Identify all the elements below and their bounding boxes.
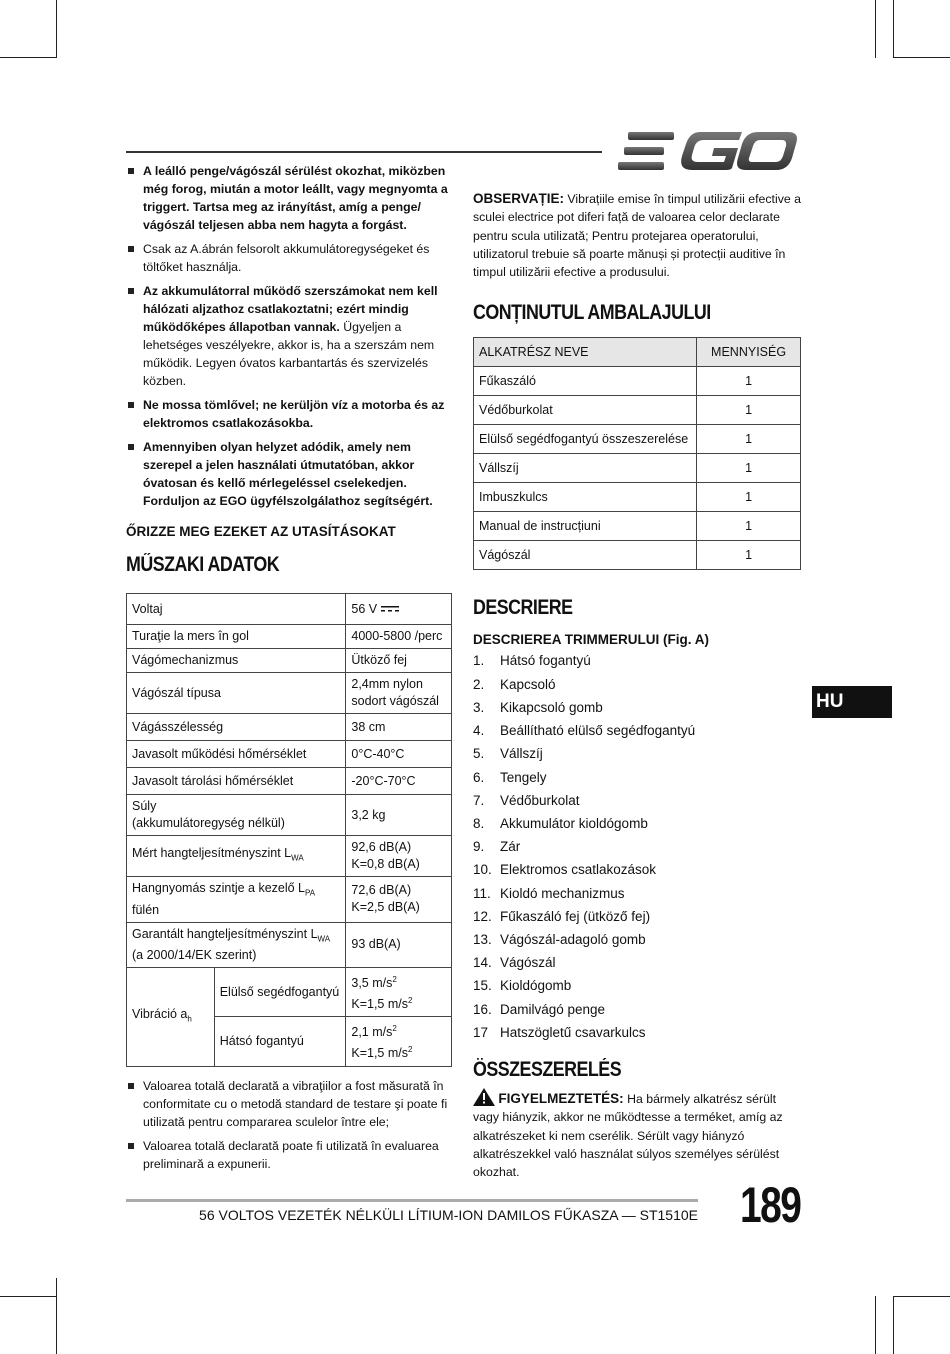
table-row: ALKATRÉSZ NEVE MENNYISÉG bbox=[474, 338, 801, 367]
list-item: 13. Vágószál-adagoló gomb bbox=[473, 931, 646, 947]
crop-mark bbox=[875, 1296, 876, 1354]
dc-symbol-icon bbox=[381, 605, 399, 613]
table-row: Vágómechanizmus Ütköző fej bbox=[127, 649, 452, 673]
specs-heading: MŰSZAKI ADATOK bbox=[126, 553, 280, 576]
table-row: Garantált hangteljesítményszint $L_{WA}$ (a 2000/14/EK szerint) 93 dB(A) bbox=[127, 922, 452, 968]
crop-mark bbox=[0, 1296, 57, 1297]
list-item: 17 Hatszögletű csavarkulcs bbox=[473, 1024, 646, 1040]
warning-icon bbox=[473, 1088, 495, 1106]
header-rule bbox=[126, 151, 602, 153]
page-number: 189 bbox=[740, 1177, 801, 1233]
package-contents-heading: CONȚINUTUL AMBALAJULUI bbox=[473, 301, 711, 325]
ego-logo bbox=[616, 130, 800, 172]
package-contents-table bbox=[473, 337, 801, 570]
list-item: Az akkumulátorral működő szerszámokat nem kell hálózati aljzathoz csatlakoztatni; ezért mindig működőképes állapotban vannak. Ügyeljen a lehetséges veszélyekre, akkor is, ha a szerszám nem működik. Legyen óvatos karbantartás és szervizelés közben. bbox=[126, 282, 452, 390]
table-row: Turaţie la mers în gol 4000-5800 /perc bbox=[127, 625, 452, 649]
list-item: Valoarea totală declarată poate fi utilizată în evaluarea preliminară a expunerii. bbox=[126, 1137, 452, 1173]
crop-mark bbox=[893, 57, 950, 58]
list-item: 16. Damilvágó penge bbox=[473, 1001, 606, 1017]
trimmer-description-subheading: DESCRIEREA TRIMMERULUI (Fig. A) bbox=[473, 632, 709, 648]
footer-title: 56 VOLTOS VEZETÉK NÉLKÜLI LÍTIUM-ION DAMILOS FŰKASZA — ST1510E bbox=[199, 1207, 698, 1223]
crop-mark bbox=[56, 1278, 57, 1296]
list-item: 2. Kapcsoló bbox=[473, 676, 556, 692]
list-item: 3. Kikapcsoló gomb bbox=[473, 699, 603, 715]
crop-mark bbox=[875, 0, 876, 58]
description-heading: DESCRIERE bbox=[473, 596, 573, 620]
table-row: Hangnyomás szintje a kezelő $L_{PA}$ fülén 72,6 dB(A) K=2,5 dB(A) bbox=[127, 877, 452, 923]
safety-bullets bbox=[126, 162, 452, 510]
list-item: 8. Akkumulátor kioldógomb bbox=[473, 815, 648, 831]
vibration-notes bbox=[126, 1077, 452, 1173]
assembly-warning: FIGYELMEZTETÉS: Ha bármely alkatrész sérült vagy hiányzik, akkor ne működtesse a terméket, amíg az alkatrészeket ki nem cserélik. Sérült vagy hiányzó alkatrészekkel való használat súlyos személyes sérülést okozhat. bbox=[473, 1088, 801, 1181]
table-row: Javasolt működési hőmérséklet 0°C-40°C bbox=[127, 741, 452, 768]
list-item: Ne mossa tömlővel; ne kerüljön víz a motorba és az elektromos csatlakozásokba. bbox=[126, 396, 452, 432]
list-item: 5. Vállszíj bbox=[473, 746, 543, 762]
list-item: 14. Vágószál bbox=[473, 955, 556, 971]
table-row: Imbuszkulcs 1 bbox=[474, 483, 801, 512]
list-item: 15. Kioldógomb bbox=[473, 978, 572, 994]
list-item: Csak az A.ábrán felsorolt akkumulátoregységeket és töltőket használja. bbox=[126, 240, 452, 276]
table-row: Védőburkolat 1 bbox=[474, 396, 801, 425]
table-row: Fűkaszáló 1 bbox=[474, 367, 801, 396]
table-row: Hátsó fogantyú 2,1 $m/s^2$ K=1,5 $m/s^2$ bbox=[127, 1017, 452, 1066]
crop-mark bbox=[893, 0, 894, 58]
list-item: Amennyiben olyan helyzet adódik, amely nem szerepel a jelen használati útmutatóban, akkor óvatosan és kellő mérlegeléssel cselekedjen. Forduljon az EGO ügyfélszolgálathoz segítségért. bbox=[126, 438, 452, 510]
vibration-note: OBSERVAȚIE: Vibrațiile emise în timpul utilizării efective a sculei electrice pot diferi față de valoarea celor declarate pentru scula utilizată; Pentru protejarea operatorului, utilizatorul trebuie să poarte mănuși și protecții auditive în timpul utilizării efective a produsului. bbox=[473, 191, 801, 280]
table-row: Vágásszélesség 38 cm bbox=[127, 714, 452, 741]
crop-mark bbox=[56, 0, 57, 58]
list-item: 4. Beállítható elülső segédfogantyú bbox=[473, 723, 696, 739]
list-item: 7. Védőburkolat bbox=[473, 792, 580, 808]
list-item: 6. Tengely bbox=[473, 769, 547, 785]
right-column bbox=[473, 188, 801, 1181]
table-row: Súly (akkumulátoregység nélkül) 3,2 kg bbox=[127, 795, 452, 836]
left-column bbox=[126, 160, 452, 1179]
table-row: Vágószál 1 bbox=[474, 541, 801, 570]
table-row: Voltaj 56 V bbox=[127, 594, 452, 625]
crop-mark bbox=[56, 1296, 57, 1354]
list-item: Valoarea totală declarată a vibraţiilor a fost măsurată în conformitate cu o metodă standard de testare şi poate fi utilizată pentru compararea sculelor între ele; bbox=[126, 1077, 452, 1131]
table-row: Vibráció $a_h$ Elülső segédfogantyú 3,5 $m/s^2$ K=1,5 $m/s^2$ bbox=[127, 968, 452, 1017]
table-row: Javasolt tárolási hőmérséklet -20°C-70°C bbox=[127, 768, 452, 795]
list-item: A leálló penge/vágószál sérülést okozhat, miközben még forog, miután a motor leállt, vagy megnyomta a triggert. Tartsa meg az irányítást, amíg a penge/ vágószál teljesen abba nem hagyta a forgást. bbox=[126, 162, 452, 234]
keep-instructions-heading: ŐRIZZE MEG EZEKET AZ UTASÍTÁSOKAT bbox=[126, 524, 396, 539]
parts-list bbox=[473, 649, 801, 1043]
list-item: 12. Fűkaszáló fej (ütköző fej) bbox=[473, 908, 651, 924]
footer-rule bbox=[126, 1199, 698, 1202]
crop-mark bbox=[893, 1296, 950, 1297]
language-tab: HU bbox=[812, 686, 892, 718]
table-row: Vágószál típusa 2,4mm nylon sodort vágószál bbox=[127, 673, 452, 714]
table-row: Mért hangteljesítményszint $L_{WA}$ 92,6 dB(A) K=0,8 dB(A) bbox=[127, 836, 452, 877]
specs-table bbox=[126, 593, 452, 1067]
list-item: 9. Zár bbox=[473, 839, 521, 855]
table-row: Elülső segédfogantyú összeszerelése 1 bbox=[474, 425, 801, 454]
list-item: 1. Hátsó fogantyú bbox=[473, 653, 591, 669]
list-item: 11. Kioldó mechanizmus bbox=[473, 885, 625, 901]
list-item: 10. Elektromos csatlakozások bbox=[473, 862, 657, 878]
table-row: Manual de instrucțiuni 1 bbox=[474, 512, 801, 541]
assembly-heading: ÖSSZESZERELÉS bbox=[473, 1057, 622, 1081]
crop-mark bbox=[0, 57, 57, 58]
crop-mark bbox=[893, 1296, 894, 1354]
table-row: Vállszíj 1 bbox=[474, 454, 801, 483]
